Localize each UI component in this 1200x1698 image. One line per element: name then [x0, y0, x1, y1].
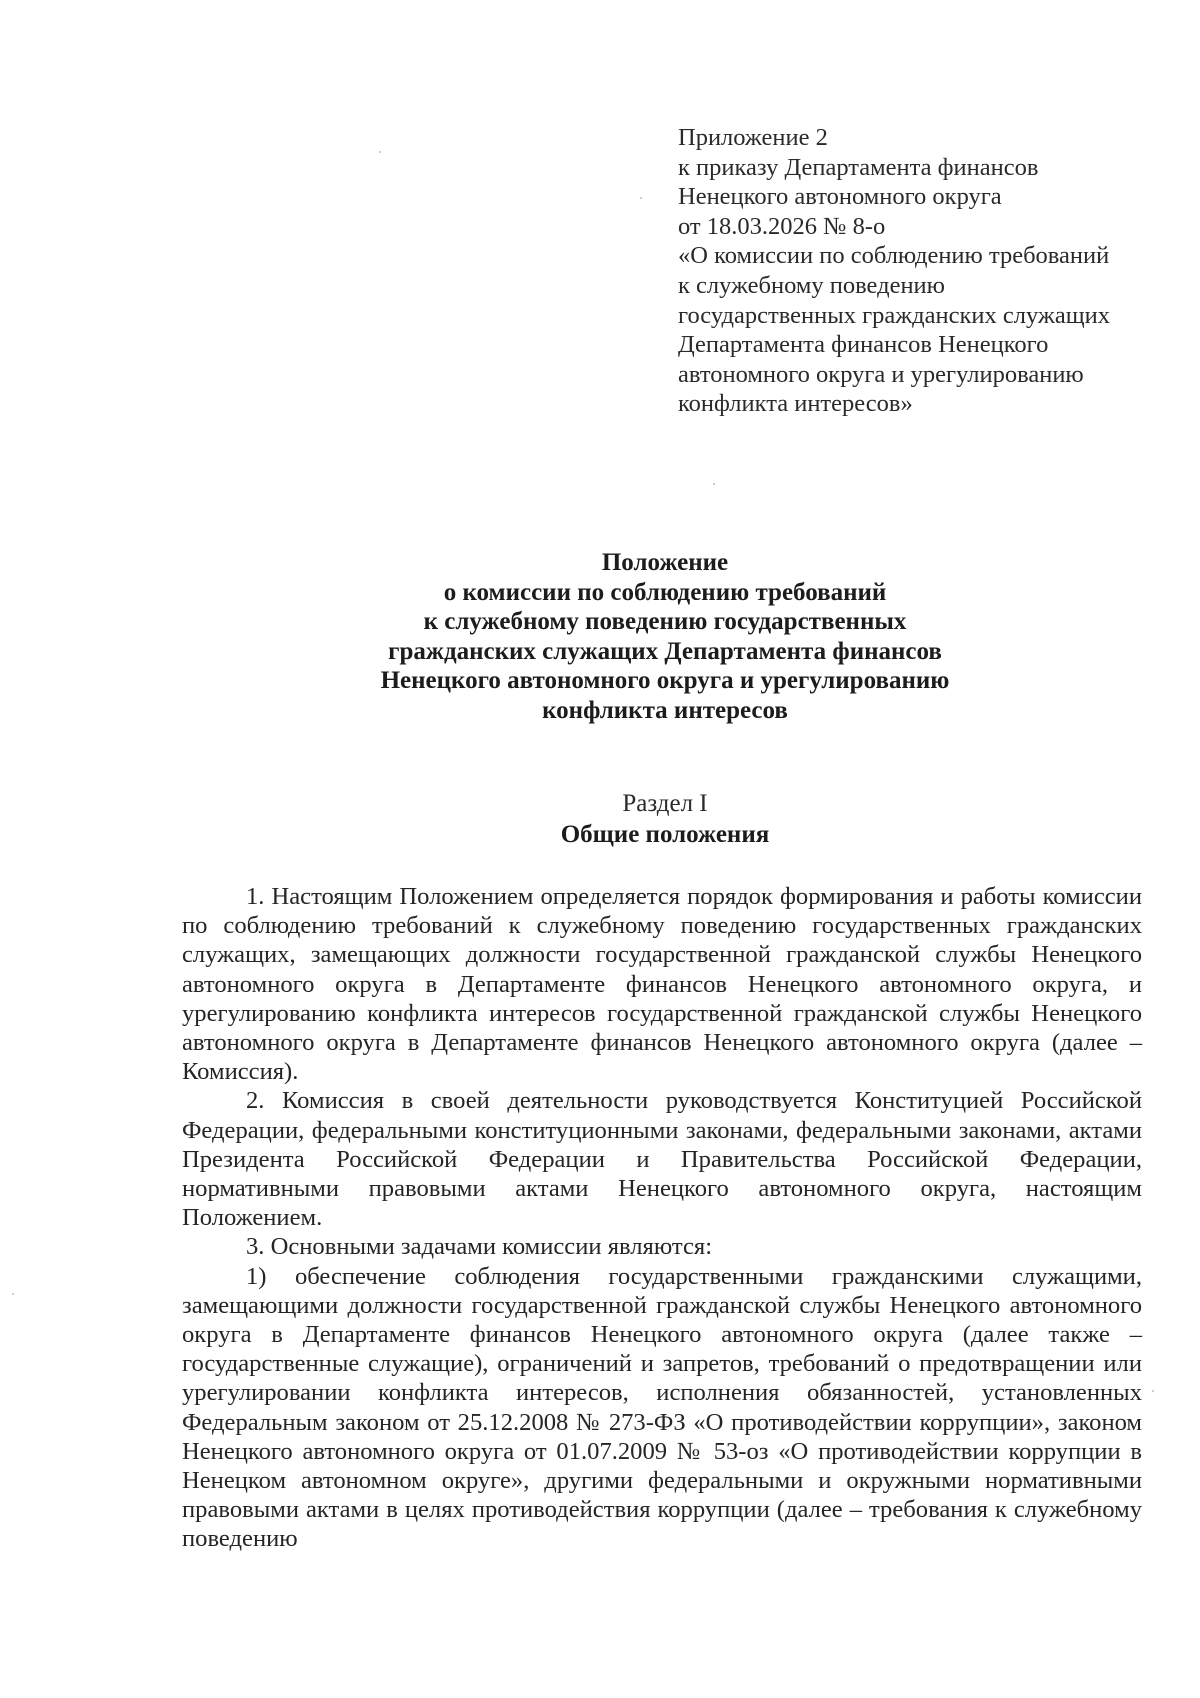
- appendix-line: к приказу Департамента финансов: [678, 153, 1039, 181]
- appendix-line: к служебному поведению: [678, 271, 945, 299]
- appendix-line: «О комиссии по соблюдению требований: [678, 242, 1110, 270]
- appendix-line: от 18.03.2026 № 8-о: [678, 212, 886, 240]
- title-line: Ненецкого автономного округа и урегулированию: [380, 667, 950, 694]
- scan-speck: [1152, 1390, 1154, 1392]
- paragraph-1: 1. Настоящим Положением определяется порядок формирования и работы комиссии по соблюдению требований к служебному поведению государственных гражданских служащих, замещающих должности государственной гражданской службы Ненецкого автономного округа в Департаменте финансов Ненецкого автономного округа, и урегулированию конфликта интересов государственной гражданской службы Ненецкого автономного округа в Департаменте финансов Ненецкого автономного округа (далее – Комиссия).: [182, 883, 1142, 1086]
- appendix-line: Ненецкого автономного округа: [678, 183, 1002, 211]
- document-body: [182, 882, 1142, 1554]
- paragraph-3-1: 1) обеспечение соблюдения государственными гражданскими служащими, замещающими должности государственной гражданской службы Ненецкого автономного округа в Департаменте финансов Ненецкого автономного округа (далее также – государственные служащие), ограничений и запретов, требований о предотвращении или урегулировании конфликта интересов, исполнения обязанностей, установленных Федеральным законом от 25.12.2008 № 273-ФЗ «О противодействии коррупции», законом Ненецкого автономного округа от 01.07.2009 № 53-оз «О противодействии коррупции в Ненецком автономном округе», другими федеральными и окружными нормативными правовыми актами в целях противодействия коррупции (далее – требования к служебному поведению: [182, 1262, 1142, 1553]
- section-title: Общие положения: [560, 821, 770, 848]
- scan-speck: [12, 1293, 14, 1295]
- appendix-line: Приложение 2: [678, 124, 828, 151]
- title-line: конфликта интересов: [542, 696, 788, 724]
- paragraph-3: 3. Основными задачами комиссии являются:: [246, 1233, 713, 1261]
- title-line: гражданских служащих Департамента финансов: [388, 637, 942, 665]
- scan-speck: [640, 197, 642, 199]
- scan-speck: [379, 151, 381, 153]
- paragraph-2: 2. Комиссия в своей деятельности руководствуется Конституцией Российской Федерации, федеральными конституционными законами, федеральными законами, актами Президента Российской Федерации и Правительства Российской Федерации, нормативными правовыми актами Ненецкого автономного округа, настоящим Положением.: [182, 1087, 1142, 1232]
- title-line: к служебному поведению государственных: [423, 608, 907, 635]
- appendix-header: [678, 123, 1178, 419]
- appendix-line: автономного округа и урегулированию: [678, 360, 1084, 388]
- appendix-line: государственных гражданских служащих: [678, 301, 1110, 329]
- section-number: Раздел I: [622, 790, 708, 817]
- title-line: о комиссии по соблюдению требований: [443, 578, 887, 606]
- title-line: Положение: [601, 549, 729, 576]
- document-title: [300, 548, 1030, 725]
- appendix-line: Департамента финансов Ненецкого: [678, 331, 1049, 359]
- appendix-line: конфликта интересов»: [678, 390, 913, 418]
- scan-speck: [713, 483, 715, 485]
